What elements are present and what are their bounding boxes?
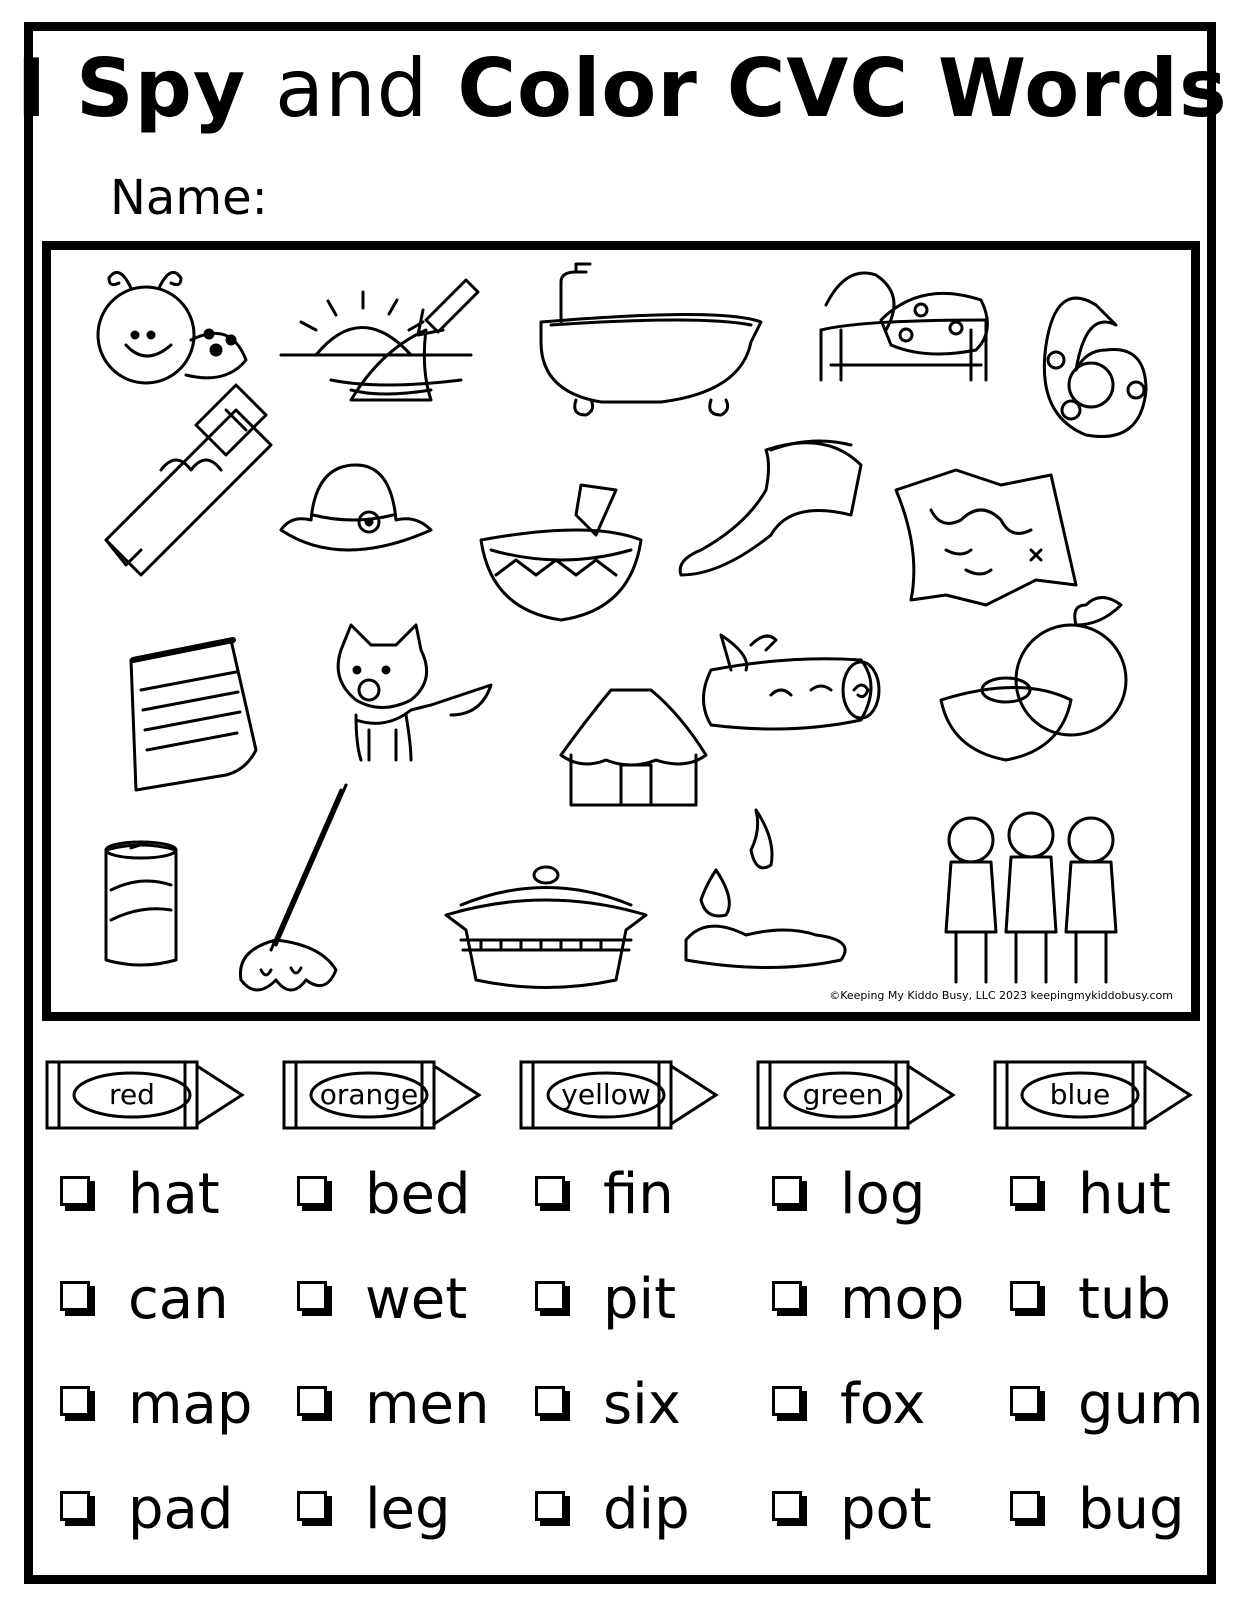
checkbox[interactable]: [297, 1491, 335, 1529]
word-item[interactable]: [535, 1155, 674, 1235]
word-label: pit: [603, 1267, 677, 1332]
word-item[interactable]: [772, 1470, 932, 1550]
checkbox[interactable]: [535, 1386, 573, 1424]
word-label: tub: [1078, 1267, 1171, 1332]
name-label: Name:: [110, 170, 268, 226]
checkbox[interactable]: [772, 1491, 810, 1529]
word-label: bed: [365, 1162, 471, 1227]
crayon-label-red: red: [109, 1078, 155, 1111]
checkbox[interactable]: [772, 1281, 810, 1319]
scene-illustrations: [51, 250, 1191, 1012]
word-item[interactable]: [1010, 1470, 1185, 1550]
checkbox[interactable]: [60, 1281, 98, 1319]
dip-illustration: [481, 485, 641, 620]
can-illustration: [106, 842, 176, 965]
word-label: map: [128, 1372, 253, 1437]
crayon-blue: [993, 1060, 1193, 1130]
word-label: mop: [840, 1267, 965, 1332]
checkbox[interactable]: [60, 1176, 98, 1214]
leg-illustration: [680, 441, 861, 575]
fox-illustration: [338, 625, 491, 760]
crayon-green: [756, 1060, 956, 1130]
word-label: six: [603, 1372, 681, 1437]
word-item[interactable]: [535, 1470, 690, 1550]
hat-illustration: [281, 465, 431, 550]
bug-illustration: [98, 272, 246, 383]
word-label: pad: [128, 1477, 234, 1542]
word-item[interactable]: [60, 1260, 229, 1340]
word-item[interactable]: [297, 1155, 471, 1235]
crayon-label-yellow: yellow: [561, 1078, 651, 1111]
word-label: bug: [1078, 1477, 1185, 1542]
word-label: hat: [128, 1162, 220, 1227]
checkbox[interactable]: [60, 1386, 98, 1424]
checkbox[interactable]: [1010, 1176, 1048, 1214]
word-item[interactable]: [1010, 1155, 1171, 1235]
crayon-red: [45, 1060, 245, 1130]
crayon-yellow: [519, 1060, 719, 1130]
word-label: can: [128, 1267, 229, 1332]
word-item[interactable]: [60, 1470, 233, 1550]
i-spy-picture-panel: [42, 241, 1200, 1021]
checkbox[interactable]: [1010, 1491, 1048, 1529]
crayon-orange: [282, 1060, 482, 1130]
word-item[interactable]: [535, 1260, 676, 1340]
checkbox[interactable]: [1010, 1386, 1048, 1424]
six-illustration: [1044, 298, 1146, 436]
word-label: gum: [1078, 1372, 1204, 1437]
title-part-3: Color CVC Words: [457, 42, 1228, 135]
checkbox[interactable]: [772, 1386, 810, 1424]
title-part-2: and: [274, 42, 429, 135]
word-item[interactable]: [772, 1260, 964, 1340]
word-item[interactable]: [60, 1155, 220, 1235]
wet-illustration: [686, 810, 845, 968]
checkbox[interactable]: [297, 1386, 335, 1424]
word-item[interactable]: [297, 1260, 467, 1340]
checkbox[interactable]: [60, 1491, 98, 1529]
word-label: log: [840, 1162, 926, 1227]
word-label: hut: [1078, 1162, 1171, 1227]
word-label: fin: [603, 1162, 674, 1227]
word-label: dip: [603, 1477, 690, 1542]
word-item[interactable]: [1010, 1365, 1204, 1445]
checkbox[interactable]: [772, 1176, 810, 1214]
word-label: fox: [840, 1372, 926, 1437]
copyright-notice: ©Keeping My Kiddo Busy, LLC 2023 keepingmykiddobusy.com: [829, 989, 1173, 1002]
checkbox[interactable]: [535, 1281, 573, 1319]
hut-illustration: [561, 690, 706, 805]
mop-illustration: [240, 785, 346, 990]
checkbox[interactable]: [297, 1176, 335, 1214]
word-label: men: [365, 1372, 490, 1437]
word-label: pot: [840, 1477, 932, 1542]
pad-illustration: [131, 640, 256, 790]
word-item[interactable]: [297, 1470, 451, 1550]
checkbox[interactable]: [1010, 1281, 1048, 1319]
bed-illustration: [821, 273, 987, 380]
worksheet-title: [0, 42, 1244, 135]
crayon-label-blue: blue: [1049, 1078, 1111, 1111]
checkbox[interactable]: [535, 1176, 573, 1214]
gum-illustration: [106, 385, 271, 575]
log-illustration: [704, 635, 880, 729]
crayon-label-green: green: [802, 1078, 884, 1111]
pot-illustration: [446, 867, 646, 988]
title-part-1: I Spy: [16, 42, 247, 135]
fin-illustration: [281, 280, 478, 400]
checkbox[interactable]: [297, 1281, 335, 1319]
crayon-label-orange: orange: [319, 1078, 419, 1111]
word-item[interactable]: [60, 1365, 252, 1445]
pit-illustration: [941, 598, 1126, 761]
word-item[interactable]: [772, 1365, 925, 1445]
tub-illustration: [541, 264, 761, 415]
word-label: leg: [365, 1477, 451, 1542]
map-illustration: [896, 470, 1076, 605]
word-item[interactable]: [1010, 1260, 1171, 1340]
word-item[interactable]: [772, 1155, 925, 1235]
men-illustration: [946, 813, 1116, 982]
word-label: wet: [365, 1267, 468, 1332]
word-item[interactable]: [297, 1365, 490, 1445]
checkbox[interactable]: [535, 1491, 573, 1529]
word-item[interactable]: [535, 1365, 681, 1445]
